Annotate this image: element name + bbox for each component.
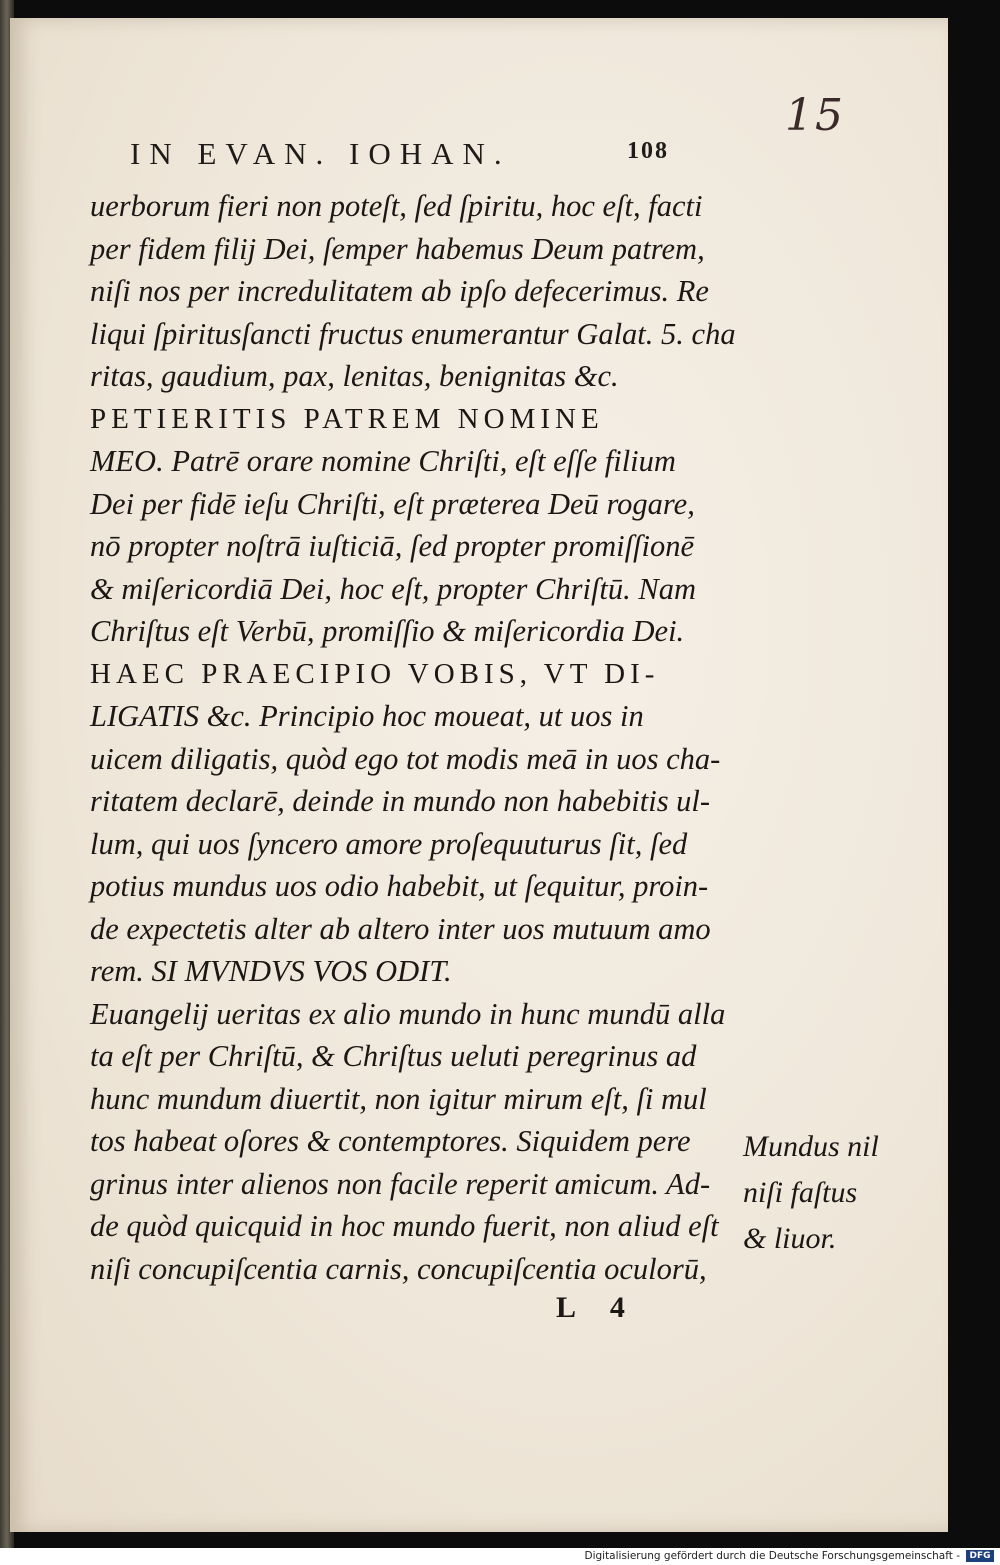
text-line: rem. SI MVNDVS VOS ODIT. [90,954,452,988]
handwritten-folio-number: 15 [785,90,845,141]
text-line: niſi nos per incredulitatem ab ipſo defecerimus. Re [90,274,709,308]
running-head-title: IN EVAN. IOHAN. [130,136,511,171]
text-line: & miſericordiā Dei, hoc eſt, propter Chriſtū. Nam [90,571,697,606]
marginal-note-line: niſi faſtus [743,1176,858,1209]
marginal-note-line: & liuor. [743,1222,837,1255]
marginal-note-line: Mundus nil [743,1130,879,1163]
running-head [130,136,690,176]
body-text [90,185,736,1290]
text-line: ritatem declarē, deinde in mundo non habebitis ul- [90,784,711,818]
text-line: uicem diligatis, quòd ego tot modis meā in uos cha- [90,741,721,776]
text-line: de expectetis alter ab altero inter uos mutuum amo [90,911,711,946]
text-line: LIGATIS &c. Principio hoc moueat, ut uos in [90,699,644,733]
book-page [10,18,948,1532]
text-line: nō propter noſtrā iuſticiā, ſed propter promiſſionē [90,529,695,563]
text-line: de quòd quicquid in hoc mundo fuerit, non aliud eſt [90,1209,719,1243]
text-line: Euangelij ueritas ex alio mundo in hunc mundū alla [90,996,726,1031]
page-number: 108 [627,138,669,164]
text-line: MEO. Patrē orare nomine Chriſti, eſt eſſe filium [90,444,676,478]
text-line: ta eſt per Chriſtū, & Chriſtus ueluti peregrinus ad [90,1039,697,1073]
text-line: Dei per fidē ieſu Chriſti, eſt præterea Deū rogare, [90,486,695,521]
signature-mark: L 4 [556,1291,639,1324]
text-line: per fidem filij Dei, ſemper habemus Deum patrem, [90,231,705,266]
text-line: grinus inter alienos non facile reperit amicum. Ad- [90,1166,711,1201]
text-line: hunc mundum diuertit, non igitur mirum eſt, ſi mul [90,1081,707,1116]
dfg-logo-icon: DFG [966,1550,994,1562]
marginal-note [743,1124,943,1262]
footer-credit: Digitalisierung gefördert durch die Deutsche Forschungsgemeinschaft - [584,1550,960,1562]
text-line-caps: PETIERITIS PATREM NOMINE [90,402,604,435]
text-line: lum, qui uos ſyncero amore proſequuturus ſit, ſed [90,826,688,861]
text-line: potius mundus uos odio habebit, ut ſequitur, proin- [90,869,709,903]
text-line: liqui ſpiritusſancti fructus enumerantur Galat. 5. cha [90,316,736,351]
text-line: Chriſtus eſt Verbū, promiſſio & miſericordia Dei. [90,614,685,648]
text-line: tos habeat oſores & contemptores. Siquidem pere [90,1124,691,1158]
text-line-caps: HAEC PRAECIPIO VOBIS, VT DI- [90,657,660,690]
text-line: niſi concupiſcentia carnis, concupiſcentia oculorū, [90,1251,707,1286]
text-line: ritas, gaudium, pax, lenitas, benignitas &c. [90,359,619,393]
text-line: uerborum fieri non poteſt, ſed ſpiritu, hoc eſt, facti [90,189,703,223]
